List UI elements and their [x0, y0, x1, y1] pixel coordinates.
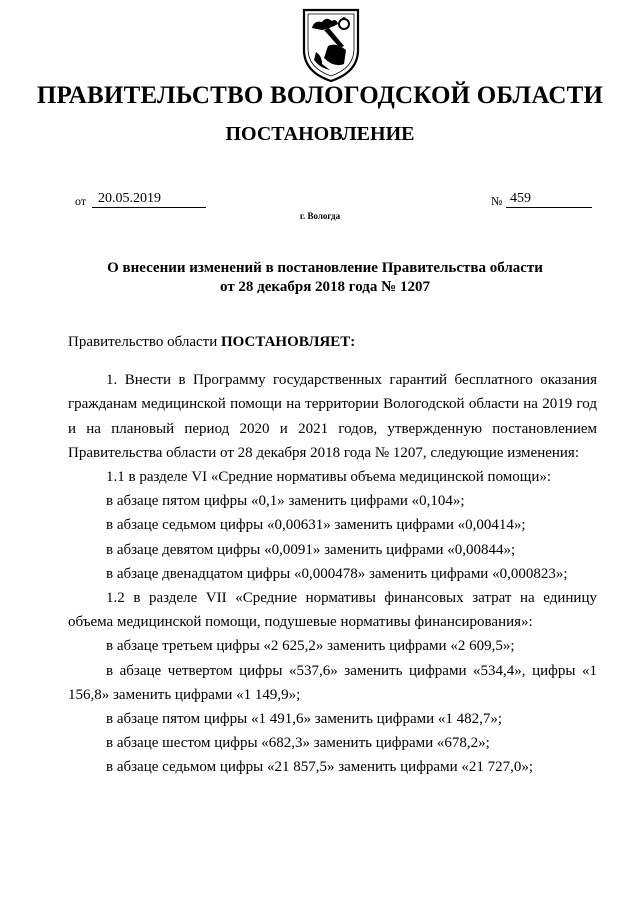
- paragraph: в абзаце седьмом цифры «21 857,5» заменить цифрами «21 727,0»;: [106, 759, 534, 776]
- paragraph: в абзаце седьмом цифры «0,00631» заменить цифрами «0,00414»;: [106, 517, 526, 534]
- date-prefix: от: [75, 194, 87, 208]
- document-subject: [60, 259, 590, 297]
- paragraph: 1. Внести в Программу государственных гарантий бесплатного оказания гражданам медицинской помощи на территории Вологодской области на 2019 год и на плановый период 2020 и 2021 годов, утвержденную постановлением Правительства области от 28 декабря 2018 года № 1207, следующие изменения:: [68, 372, 597, 461]
- document-type: ПОСТАНОВЛЕНИЕ: [225, 123, 415, 145]
- document-number: 459: [506, 190, 592, 208]
- paragraph: в абзаце девятом цифры «0,0091» заменить цифрами «0,00844»;: [106, 541, 516, 558]
- document-date: 20.05.2019: [92, 190, 206, 208]
- paragraph: в абзаце шестом цифры «682,3» заменить цифрами «678,2»;: [106, 735, 490, 752]
- paragraph: 1.1 в разделе VI «Средние нормативы объема медицинской помощи»:: [106, 469, 552, 486]
- paragraph: 1.2 в разделе VII «Средние нормативы финансовых затрат на единицу объема медицинской помощи, подушевые нормативы финансирования»:: [68, 590, 597, 631]
- subject-line: О внесении изменений в постановление Правительства области: [107, 260, 543, 276]
- paragraph: в абзаце пятом цифры «0,1» заменить цифрами «0,104»;: [106, 493, 465, 510]
- paragraph: в абзаце пятом цифры «1 491,6» заменить цифрами «1 482,7»;: [106, 711, 503, 728]
- paragraph: в абзаце двенадцатом цифры «0,000478» заменить цифрами «0,000823»;: [106, 565, 568, 582]
- lead-paragraph: [68, 330, 597, 354]
- vologda-coat-of-arms-icon: [300, 6, 362, 84]
- number-prefix: №: [491, 194, 503, 208]
- lead-decree: ПОСТАНОВЛЯЕТ:: [220, 334, 356, 350]
- government-title: ПРАВИТЕЛЬСТВО ВОЛОГОДСКОЙ ОБЛАСТИ: [36, 82, 604, 109]
- subject-line: от 28 декабря 2018 года № 1207: [220, 279, 430, 295]
- paragraph: в абзаце третьем цифры «2 625,2» заменить цифрами «2 609,5»;: [106, 638, 515, 655]
- city: г. Вологда: [299, 211, 341, 221]
- document-body: [68, 330, 597, 780]
- paragraph: в абзаце четвертом цифры «537,6» заменить цифрами «534,4», цифры «1 156,8» заменить цифрами «1 149,9»;: [68, 662, 597, 703]
- lead-text: Правительство области: [68, 334, 221, 350]
